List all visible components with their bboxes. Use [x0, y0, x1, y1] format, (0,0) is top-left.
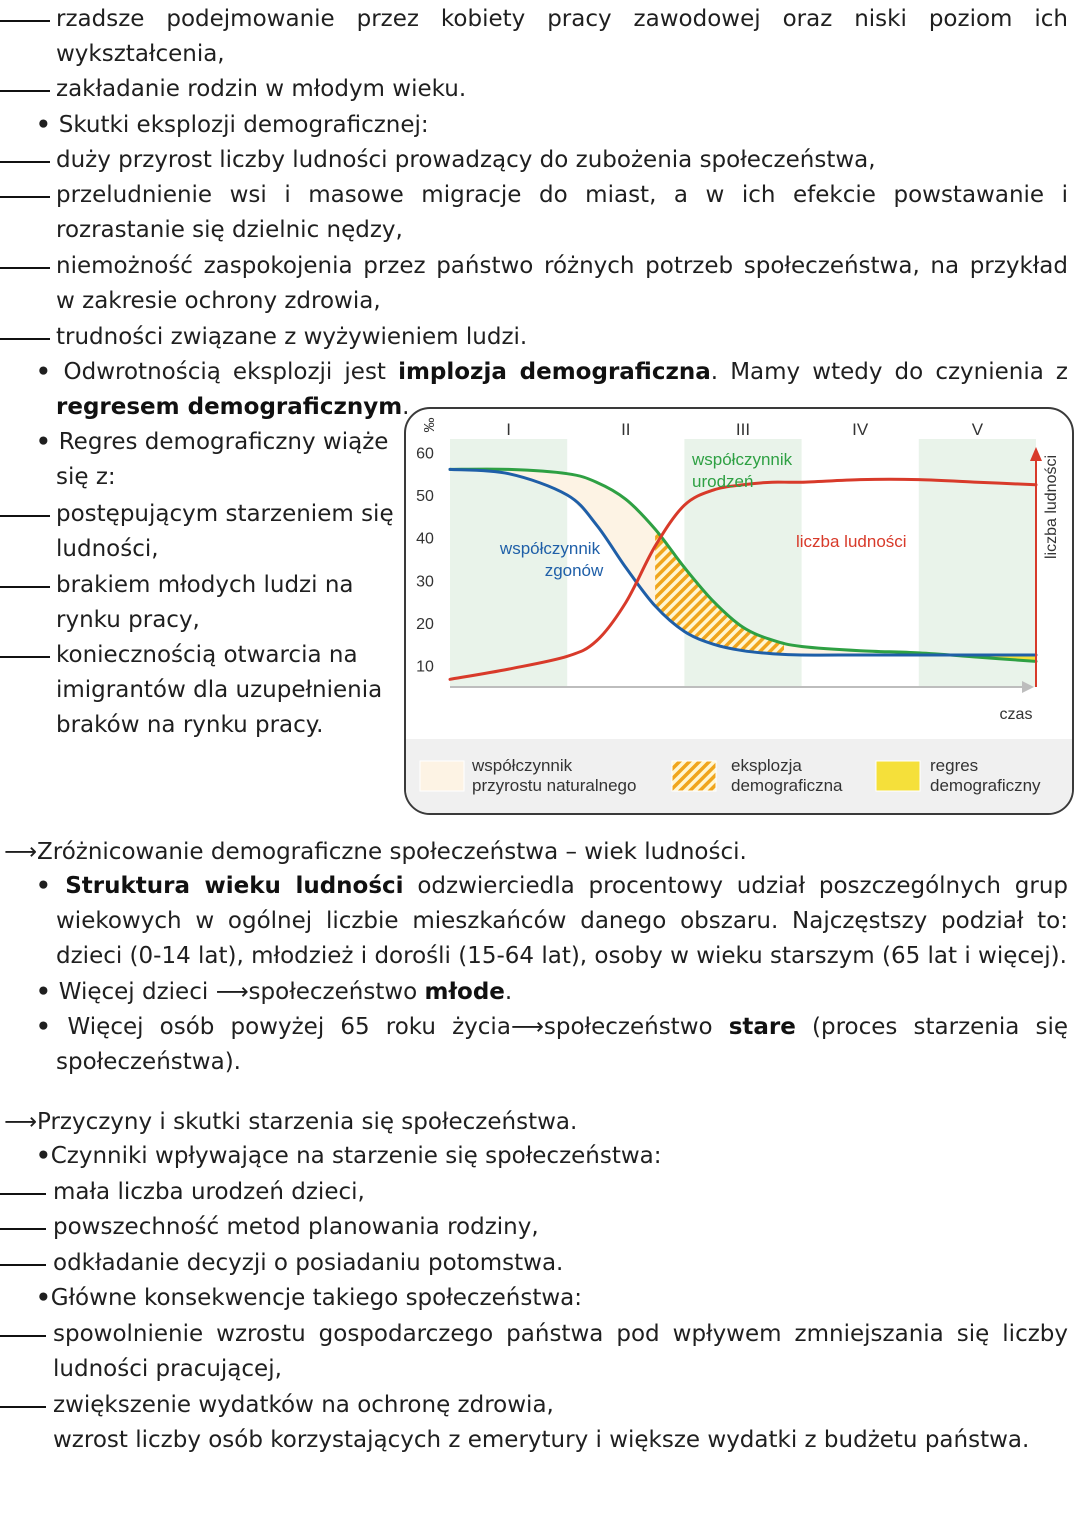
- list-item-text: duży przyrost liczby ludności prowadzący do zubożenia społeczeństwa,: [56, 147, 876, 173]
- list-dash: [0, 1406, 46, 1408]
- young-society-text: Więcej dzieci: [58, 979, 216, 1005]
- list-dash: [0, 338, 50, 340]
- y-tick-label-50: 50: [416, 488, 434, 505]
- x-axis-label: czas: [999, 706, 1033, 723]
- list-item-continuation: braków na rynku pracy.: [56, 712, 324, 738]
- section-bullet-heading: [36, 1139, 662, 1174]
- age-structure-line: dzieci (0-14 lat), młodzież i dorośli (15-64 lat), osoby w wieku starszym (65 lat i więcej).: [56, 943, 1067, 969]
- old-society-line: [36, 1010, 1068, 1045]
- section-heading: [4, 835, 747, 870]
- young-society-line: [36, 975, 512, 1010]
- implosion-paragraph: [36, 355, 1068, 390]
- legend-swatch-1: [420, 761, 464, 791]
- list-item-text: koniecznością otwarcia na: [56, 642, 358, 668]
- bullet-dot: •: [36, 1014, 68, 1040]
- legend-label-1-line-2: przyrostu naturalnego: [472, 776, 637, 795]
- old-society-text-3: (proces starzenia się: [795, 1014, 1069, 1040]
- young-society-text-2: społeczeństwo: [248, 979, 425, 1005]
- list-dash: [0, 515, 50, 517]
- left-axis-unit: ‰: [421, 417, 438, 433]
- implosion-period: .: [402, 394, 410, 420]
- implosion-text: Odwrotnością eksplozji jest: [63, 359, 399, 385]
- old-society-continuation: społeczeństwa).: [56, 1049, 241, 1075]
- list-item-text: zwiększenie wydatków na ochronę zdrowia,: [53, 1392, 554, 1418]
- age-structure-text: odzwierciedla procentowy udział poszczególnych grup: [403, 873, 1068, 899]
- births-label-line-2: urodzeń: [692, 472, 754, 491]
- implosion-term: implozja demograficzna: [398, 359, 711, 385]
- bullet-dot: •: [36, 112, 59, 138]
- list-item-text: zakładanie rodzin w młodym wieku.: [56, 76, 467, 102]
- list-item-text: powszechność metod planowania rodziny,: [53, 1214, 539, 1240]
- list-item-continuation: wykształcenia,: [56, 41, 225, 67]
- list-item-continuation: rynku pracy,: [56, 607, 200, 633]
- y-tick-label-30: 30: [416, 573, 434, 591]
- old-society-term: stare: [728, 1014, 796, 1040]
- bullet-heading-text: Regres demograficzny wiąże: [58, 429, 389, 455]
- phase-label-4: IV: [852, 420, 869, 439]
- list-dash: [0, 1264, 46, 1266]
- phase-label-5: V: [971, 420, 984, 439]
- chart-svg: [406, 409, 1072, 813]
- bullet-dot: •: [36, 1285, 51, 1311]
- young-society-term: młode: [424, 979, 505, 1005]
- list-dash: [0, 267, 50, 269]
- list-item-text: spowolnienie wzrostu gospodarczego państwa pod wpływem zmniejszania się liczby: [53, 1321, 1068, 1347]
- deaths-label-line-1: współczynnik: [499, 539, 601, 558]
- bullet-dot: •: [36, 979, 59, 1005]
- list-item-text: odkładanie decyzji o posiadaniu potomstwa.: [53, 1250, 564, 1276]
- list-item-text: postępującym starzeniem się: [56, 501, 394, 527]
- bullet-dot: •: [36, 1143, 51, 1169]
- list-item-text: trudności związane z wyżywieniem ludzi.: [56, 324, 528, 350]
- list-dash: [0, 161, 50, 163]
- arrow-icon: ⟶: [215, 979, 249, 1005]
- births-label-line-1: współczynnik: [692, 450, 793, 469]
- demographic-transition-chart: [404, 407, 1074, 815]
- section-bullet-heading: [36, 1281, 582, 1316]
- list-item-continuation: w zakresie ochrony zdrowia,: [56, 288, 381, 314]
- deaths-label-line-2: zgonów: [544, 561, 604, 580]
- section-heading-text: Przyczyny i skutki starzenia się społeczeństwa.: [36, 1109, 578, 1135]
- old-society-text-2: społeczeństwo: [543, 1014, 729, 1040]
- bullet-dot: •: [36, 873, 66, 899]
- legend-label-2-line-1: eksplozja: [731, 756, 802, 775]
- right-axis-label: liczba ludności: [1043, 454, 1060, 560]
- phase-label-1: I: [506, 420, 511, 439]
- list-item-continuation: ludności pracującej,: [53, 1356, 282, 1382]
- list-dash: [0, 90, 50, 92]
- population-label: liczba ludności: [796, 532, 907, 551]
- list-dash: [0, 1228, 46, 1230]
- arrow-icon: ⟶: [510, 1014, 544, 1040]
- y-tick-label-40: 40: [416, 530, 434, 548]
- legend-label-3-line-2: demograficzny: [930, 776, 1041, 795]
- list-item-continuation: ludności,: [56, 536, 159, 562]
- list-dash: [0, 656, 50, 658]
- list-item-text: wzrost liczby osób korzystających z emerytury i większe wydatki z budżetu państwa.: [53, 1427, 1030, 1453]
- age-structure-line: wiekowych w ogólnej liczbie mieszkańców danego obszaru. Najczęstszy podział to:: [56, 908, 1068, 934]
- list-item-continuation: imigrantów dla uzupełnienia: [56, 677, 383, 703]
- section-heading-text: Zróżnicowanie demograficzne społeczeństwa – wiek ludności.: [36, 839, 747, 865]
- regress-term: regresem demograficznym: [56, 394, 403, 420]
- y-tick-label-10: 10: [416, 658, 434, 676]
- list-dash: [0, 1335, 46, 1337]
- bullet-heading-text: Główne konsekwencje takiego społeczeństwa:: [50, 1285, 583, 1311]
- phase-label-3: III: [735, 420, 751, 439]
- legend-swatch-3: [876, 761, 920, 791]
- legend-label-2-line-2: demograficzna: [731, 776, 843, 795]
- list-dash: [0, 1193, 46, 1195]
- bullet-heading-text: Skutki eksplozji demograficznej:: [58, 112, 429, 138]
- old-society-text: Więcej osób powyżej 65 roku życia: [67, 1014, 511, 1040]
- implosion-text-2: . Mamy wtedy do czynienia z: [710, 359, 1069, 385]
- list-item-text: brakiem młodych ludzi na: [56, 572, 354, 598]
- arrow-icon: ⟶: [4, 1109, 37, 1135]
- age-structure-term: Struktura wieku ludności: [65, 873, 404, 899]
- list-dash: [0, 196, 50, 198]
- section-bullet-heading: [36, 425, 388, 460]
- legend-label-1-line-1: współczynnik: [472, 756, 573, 775]
- list-item-text: mała liczba urodzeń dzieci,: [53, 1179, 365, 1205]
- legend-swatch-2: [672, 761, 716, 791]
- section-heading: [4, 1105, 577, 1140]
- age-structure-paragraph: [36, 869, 1068, 904]
- legend-label-3-line-1: regres: [930, 756, 979, 775]
- young-society-period: .: [504, 979, 513, 1005]
- bullet-dot: •: [36, 429, 59, 455]
- list-dash: [0, 586, 50, 588]
- list-item-continuation: rozrastanie się dzielnic nędzy,: [56, 217, 403, 243]
- bullet-dot: •: [36, 359, 64, 385]
- phase-label-2: II: [621, 420, 631, 439]
- section-bullet-heading: [36, 108, 429, 143]
- bullet-heading-text: Czynniki wpływające na starzenie się społeczeństwa:: [50, 1143, 662, 1169]
- list-dash: [0, 20, 50, 22]
- arrow-icon: ⟶: [4, 839, 37, 865]
- phase-band-5: [919, 439, 1036, 687]
- y-tick-label-60: 60: [416, 445, 434, 463]
- y-tick-label-20: 20: [416, 616, 434, 633]
- implosion-paragraph-2: [56, 390, 409, 425]
- list-item-text: przeludnienie wsi i masowe migracje do miast, a w ich efekcie powstawanie i: [56, 182, 1068, 208]
- bullet-heading-continuation: się z:: [56, 464, 116, 490]
- list-item-text: niemożność zaspokojenia przez państwo różnych potrzeb społeczeństwa, na przykład: [56, 253, 1068, 279]
- list-item-text: rzadsze podejmowanie przez kobiety pracy zawodowej oraz niski poziom ich: [56, 6, 1068, 32]
